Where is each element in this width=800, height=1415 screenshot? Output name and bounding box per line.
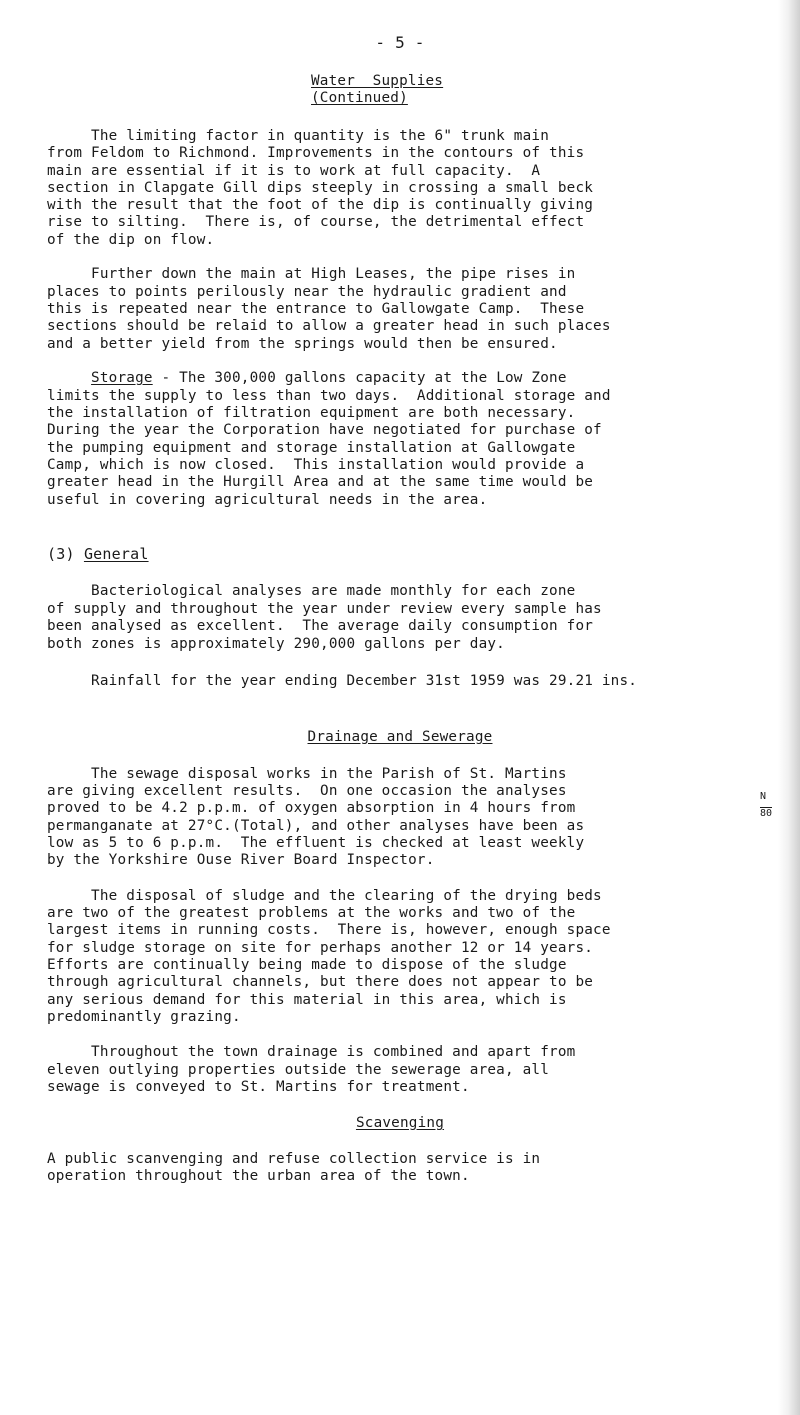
- water-p1-line-4: section in Clapgate Gill dips steeply in crossing a small beck: [47, 180, 594, 196]
- drainage-p2-line-4: for sludge storage on site for perhaps another 12 or 14 years.: [47, 940, 594, 956]
- storage-p3-line-2: limits the supply to less than two days. Additional storage and: [47, 388, 611, 404]
- section-title-water-supplies: Water Supplies: [311, 73, 444, 89]
- water-p1-line-2: from Feldom to Richmond. Improvements in the contours of this: [47, 145, 585, 161]
- water-p2-line-4: sections should be relaid to allow a greater head in such places: [47, 318, 611, 334]
- water-p1-line-3: main are essential if it is to work at full capacity. A: [47, 163, 541, 179]
- drainage-heading: Drainage and Sewerage: [307, 729, 493, 745]
- water-p2-line-5: and a better yield from the springs would then be ensured.: [47, 336, 558, 352]
- water-p1-line-5: with the result that the foot of the dip is continually giving: [47, 197, 594, 213]
- storage-p3-line-3: the installation of filtration equipment are both necessary.: [47, 405, 576, 421]
- water-p2-line-3: this is repeated near the entrance to Gallowgate Camp. These: [47, 301, 585, 317]
- drainage-p2-line-8: predominantly grazing.: [47, 1009, 241, 1025]
- scavenging-heading: Scavenging: [355, 1115, 445, 1131]
- water-p1-line-6: rise to silting. There is, of course, the detrimental effect: [47, 214, 585, 230]
- fraction-denominator: 80: [760, 808, 773, 819]
- drainage-p1-line-3: proved to be 4.2 p.p.m. of oxygen absorption in 4 hours from: [47, 800, 576, 816]
- drainage-p3-line-1: Throughout the town drainage is combined and apart from: [47, 1044, 576, 1060]
- storage-p3-line-1: Storage - The 300,000 gallons capacity at the Low Zone: [91, 370, 567, 386]
- fraction-numerator: N: [760, 791, 767, 802]
- drainage-p1-line-5: low as 5 to 6 p.p.m. The effluent is checked at least weekly: [47, 835, 585, 851]
- scavenging-p1-line-1: A public scanvenging and refuse collection service is in: [47, 1151, 541, 1167]
- scavenging-p1-line-2: operation throughout the urban area of the town.: [47, 1168, 470, 1184]
- water-p1-line-7: of the dip on flow.: [47, 232, 215, 248]
- storage-p3-line-7: greater head in the Hurgill Area and at the same time would be: [47, 474, 594, 490]
- drainage-p2-line-3: largest items in running costs. There is, however, enough space: [47, 922, 611, 938]
- page-number: - 5 -: [375, 33, 425, 52]
- drainage-p1-line-4: permanganate at 27°C.(Total), and other analyses have been as: [47, 818, 585, 834]
- drainage-p2-line-7: any serious demand for this material in this area, which is: [47, 992, 567, 1008]
- general-p2-line-1: Rainfall for the year ending December 31st 1959 was 29.21 ins.: [47, 673, 638, 689]
- drainage-p1-line-1: The sewage disposal works in the Parish of St. Martins: [47, 766, 567, 782]
- drainage-p2-line-6: through agricultural channels, but there does not appear to be: [47, 974, 594, 990]
- storage-p3-line-4: During the year the Corporation have negotiated for purchase of: [47, 422, 602, 438]
- general-p1-line-2: of supply and throughout the year under review every sample has: [47, 601, 602, 617]
- drainage-p2-line-2: are two of the greatest problems at the works and two of the: [47, 905, 576, 921]
- drainage-p2-line-1: The disposal of sludge and the clearing of the drying beds: [47, 888, 602, 904]
- storage-label: Storage: [91, 370, 153, 386]
- drainage-p1-line-6: by the Yorkshire Ouse River Board Inspector.: [47, 852, 435, 868]
- storage-p3-line-5: the pumping equipment and storage installation at Gallowgate: [47, 440, 576, 456]
- section-subtitle-continued: (Continued): [311, 90, 408, 106]
- general-p1-line-3: been analysed as excellent. The average daily consumption for: [47, 618, 594, 634]
- water-p1-line-1: The limiting factor in quantity is the 6" trunk main: [47, 128, 550, 144]
- general-heading: (3) General: [47, 545, 149, 563]
- water-p2-line-2: places to points perilously near the hydraulic gradient and: [47, 284, 567, 300]
- water-p2-line-1: Further down the main at High Leases, the pipe rises in: [47, 266, 576, 282]
- general-p1-line-1: Bacteriological analyses are made monthly for each zone: [47, 583, 576, 599]
- drainage-p1-line-2: are giving excellent results. On one occasion the analyses: [47, 783, 567, 799]
- page-edge-shadow: [778, 0, 800, 1415]
- drainage-p3-line-2: eleven outlying properties outside the sewerage area, all: [47, 1062, 550, 1078]
- drainage-p2-line-5: Efforts are continually being made to dispose of the sludge: [47, 957, 567, 973]
- storage-p3-line-8: useful in covering agricultural needs in the area.: [47, 492, 488, 508]
- storage-p3-line-6: Camp, which is now closed. This installation would provide a: [47, 457, 585, 473]
- general-p1-line-4: both zones is approximately 290,000 gallons per day.: [47, 636, 505, 652]
- drainage-p3-line-3: sewage is conveyed to St. Martins for treatment.: [47, 1079, 470, 1095]
